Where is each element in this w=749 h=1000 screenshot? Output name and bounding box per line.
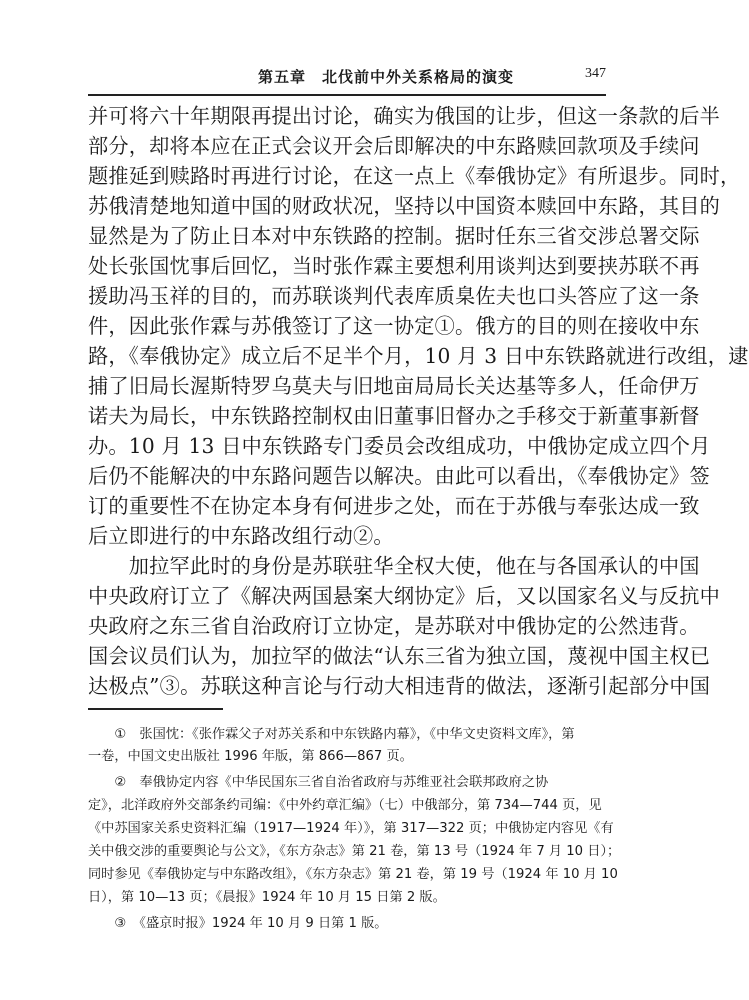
footnote-line: 一卷，中国文史出版社 1996 年版，第 866—867 页。 [88, 749, 413, 764]
chapter-title: 第五章 北伐前中外关系格局的演变 [258, 68, 515, 86]
body-line: 题推延到赎路时再进行讨论，在这一点上《奉俄协定》有所退步。同时， [88, 164, 741, 188]
footnote-line: ② 奉俄协定内容《中华民国东三省自治省政府与苏维亚社会联邦政府之协 [88, 775, 549, 790]
body-line: 加拉罕此时的身份是苏联驻华全权大使，他在与各国承认的中国 [88, 554, 700, 578]
footnote-line: 关中俄交涉的重要舆论与公文》，《东方杂志》第 21 卷，第 13 号（1924 年 7 月 10 日）； [88, 844, 621, 859]
footnote-line: ① 张国忱：《张作霖父子对苏关系和中东铁路内幕》，《中华文史资料文库》，第 [88, 727, 575, 742]
body-line: 达极点”③。苏联这种言论与行动大相违背的做法，逐渐引起部分中国 [88, 674, 711, 698]
body-line: 办。10 月 13 日中东铁路专门委员会改组成功，中俄协定成立四个月 [88, 434, 711, 458]
body-line: 捕了旧局长渥斯特罗乌莫夫与旧地亩局局长关达基等多人，任命伊万 [88, 374, 700, 398]
body-line: 并可将六十年期限再提出讨论，确实为俄国的让步，但这一条款的后半 [88, 104, 721, 128]
body-line: 件，因此张作霖与苏俄签订了这一协定①。俄方的目的则在接收中东 [88, 314, 700, 338]
body-line: 后仍不能解决的中东路问题告以解决。由此可以看出，《奉俄协定》签 [88, 464, 710, 488]
footnote-line: ③ 《盛京时报》1924 年 10 月 9 日第 1 版。 [88, 916, 388, 931]
footnote-line: 同时参见《奉俄协定与中东路改组》，《东方杂志》第 21 卷，第 19 号（1924 年 10 月 10 [88, 867, 618, 882]
body-line: 订的重要性不在协定本身有何进步之处，而在于苏俄与奉张达成一致 [88, 494, 700, 518]
body-line: 苏俄清楚地知道中国的财政状况，坚持以中国资本赎回中东路，其目的 [88, 194, 721, 218]
body-line: 中央政府订立了《解决两国悬案大纲协定》后，又以国家名义与反抗中 [88, 584, 721, 608]
footnote-line: 定》，北洋政府外交部条约司编：《中外约章汇编》（七）中俄部分，第 734—744 页，见 [88, 798, 602, 813]
header-rule [88, 94, 606, 96]
body-line: 部分，却将本应在正式会议开会后即解决的中东路赎回款项及手续问 [88, 134, 700, 158]
body-line: 后立即进行的中东路改组行动②。 [88, 524, 394, 548]
body-line: 诺夫为局长，中东铁路控制权由旧董事旧督办之手移交于新董事新督 [88, 404, 700, 428]
footnote-line: 《中苏国家关系史资料汇编（1917—1924 年）》，第 317—322 页；中俄协定内容见《有 [88, 821, 614, 836]
footnote-rule [88, 708, 223, 710]
running-header [88, 66, 606, 90]
body-line: 路，《奉俄协定》成立后不足半个月，10 月 3 日中东铁路就进行改组，逮 [88, 344, 749, 368]
body-line: 处长张国忱事后回忆，当时张作霖主要想利用谈判达到要挟苏联不再 [88, 254, 700, 278]
body-line: 国会议员们认为，加拉罕的做法“认东三省为独立国，蔑视中国主权已 [88, 644, 711, 668]
page-number: 347 [585, 66, 606, 81]
body-line: 央政府之东三省自治政府订立协定，是苏联对中俄协定的公然违背。 [88, 614, 700, 638]
footnote-line: 日），第 10—13 页；《晨报》1924 年 10 月 15 日第 2 版。 [88, 890, 446, 905]
body-line: 显然是为了防止日本对中东铁路的控制。据时任东三省交涉总署交际 [88, 224, 700, 248]
body-line: 援助冯玉祥的目的，而苏联谈判代表库质臬佐夫也口头答应了这一条 [88, 284, 700, 308]
